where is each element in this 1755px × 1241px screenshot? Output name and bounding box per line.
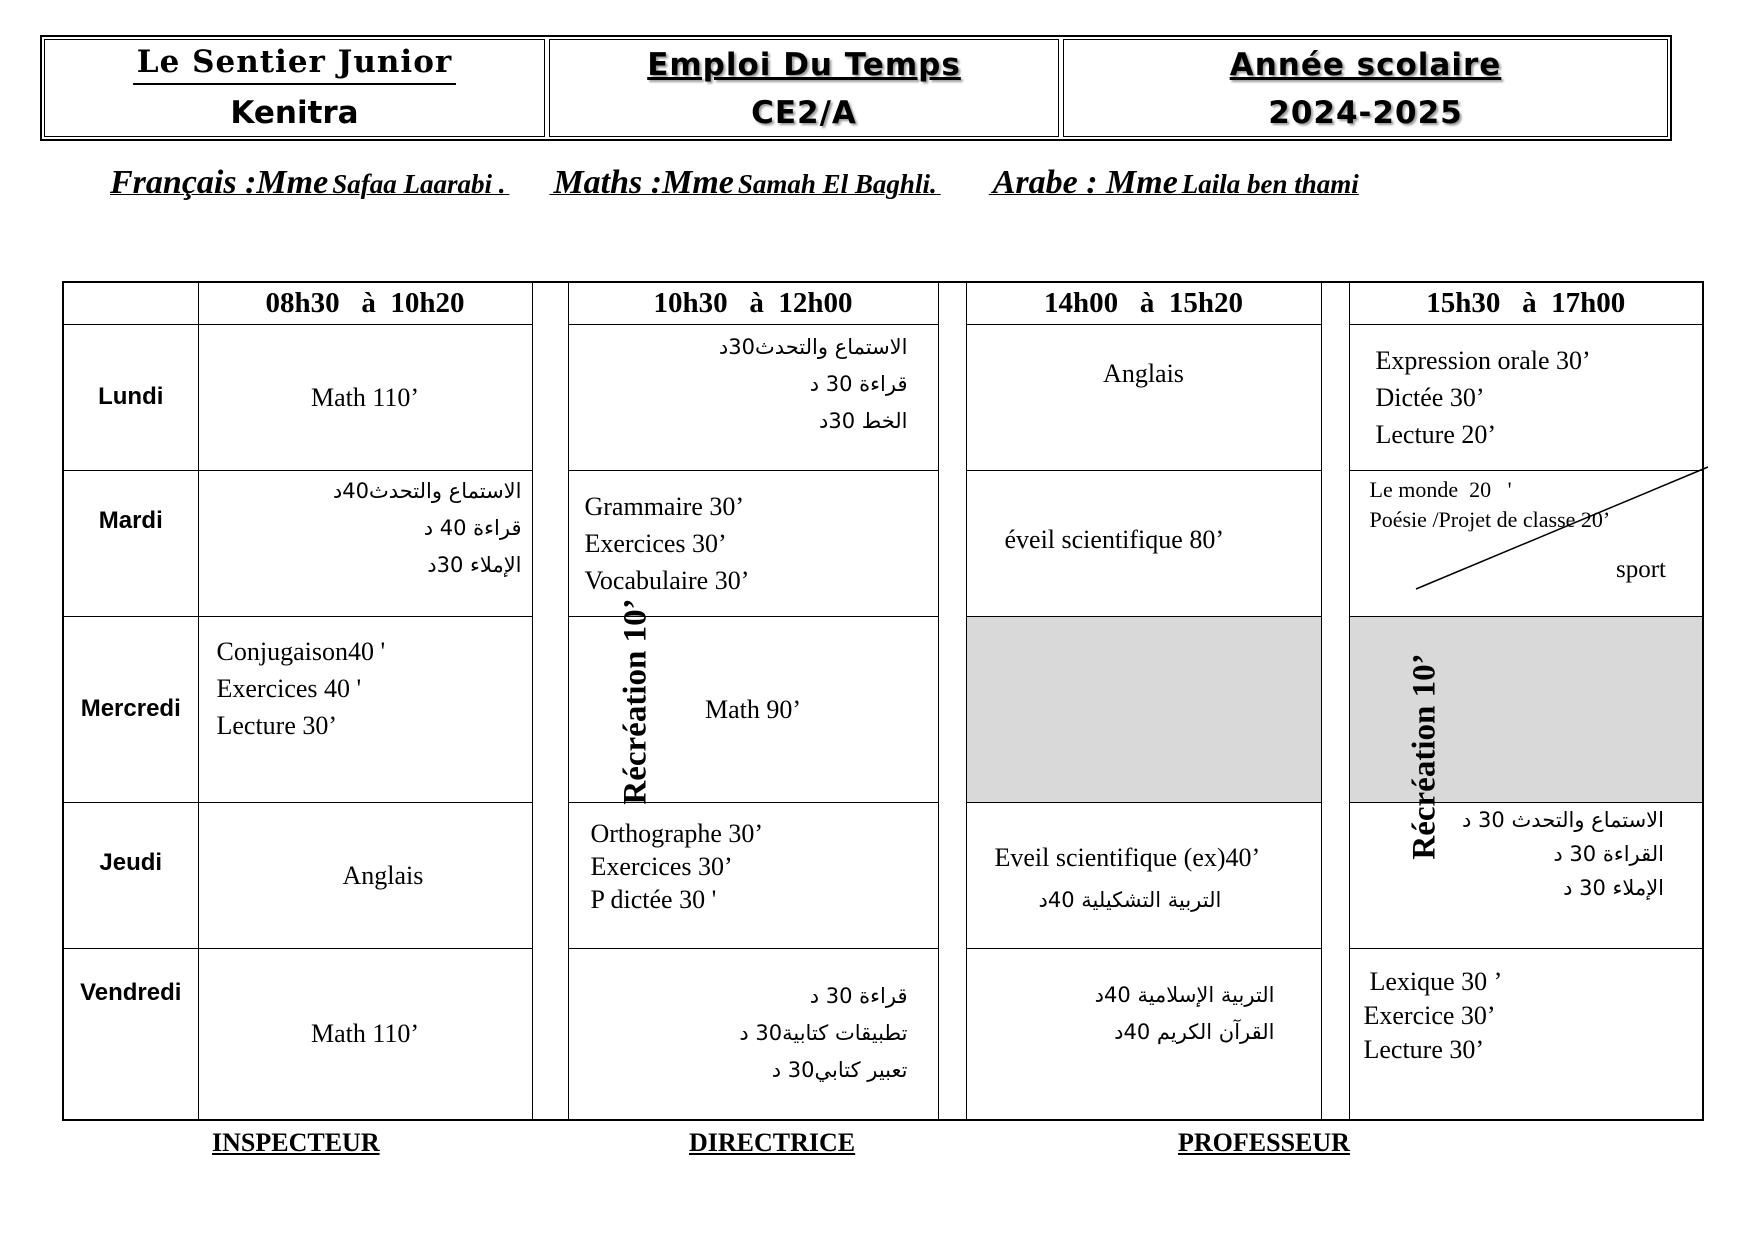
- vendredi-slot3-line2: القرآن الكريم 40د: [1114, 1019, 1275, 1044]
- mardi-slot4-line2: Poésie /Projet de classe 20’: [1369, 506, 1611, 532]
- mardi-slot1-line2: قراءة 40 د: [423, 515, 522, 540]
- lundi-slot4-line1: Expression orale 30’: [1375, 345, 1591, 375]
- mardi-slot4-line1: Le monde 20 ': [1369, 476, 1512, 502]
- teacher-label-arabe: Arabe : Mme: [992, 164, 1178, 201]
- year-label: Année scolaire: [1229, 47, 1502, 83]
- class-name: CE2/A: [751, 95, 857, 131]
- mercredi-slot1-line1: Conjugaison40 ': [216, 636, 386, 666]
- mardi-slot1: [198, 470, 532, 616]
- mardi-slot4-extra: sport: [1616, 555, 1666, 583]
- jeudi-slot2-line3: P dictée 30 ': [590, 884, 717, 914]
- jeudi-slot2-line2: Exercices 30’: [590, 851, 733, 881]
- lunch-gap-column: [938, 282, 966, 1120]
- school-cell: [44, 39, 545, 137]
- mardi-slot2-line1: Grammaire 30’: [584, 491, 745, 521]
- signature-inspecteur: INSPECTEUR: [212, 1128, 380, 1157]
- jeudi-slot4-line3: الإملاء 30 د: [1563, 875, 1664, 900]
- row-lundi: [63, 324, 1703, 470]
- mardi-slot2-line3: Vocabulaire 30’: [584, 565, 750, 595]
- mercredi-slot3-empty: [966, 616, 1321, 802]
- school-city: Kenitra: [230, 95, 359, 131]
- mardi-slot2-line2: Exercices 30’: [584, 528, 727, 558]
- vendredi-slot2: [568, 948, 938, 1120]
- vendredi-slot4-line2: Exercice 30’: [1363, 1000, 1496, 1030]
- signature-professeur: PROFESSEUR: [1178, 1128, 1350, 1157]
- recess-label-afternoon: Récréation 10’: [1406, 652, 1443, 860]
- row-mercredi: [63, 616, 1703, 802]
- jeudi-slot3-arabic: التربية التشكيلية 40د: [1038, 887, 1222, 912]
- vendredi-slot2-line2: تطبيقات كتابية30 د: [739, 1021, 908, 1046]
- vendredi-slot2-line1: قراءة 30 د: [809, 984, 908, 1009]
- day-jeudi: Jeudi: [63, 802, 198, 948]
- teachers-line: [110, 164, 1570, 202]
- row-mardi: [63, 470, 1703, 616]
- lundi-slot1: [198, 324, 532, 470]
- row-jeudi: [63, 802, 1703, 948]
- school-year: 2024-2025: [1268, 95, 1463, 131]
- mercredi-slot1: [198, 616, 532, 802]
- vendredi-slot4-line1: Lexique 30 ’: [1369, 966, 1503, 996]
- jeudi-slot2-line1: Orthographe 30’: [590, 818, 764, 848]
- header-row: [63, 282, 1703, 324]
- year-cell: [1063, 39, 1668, 137]
- recess-label-morning: Récréation 10’: [617, 597, 654, 805]
- mercredi-slot1-line2: Exercices 40 ': [216, 673, 362, 703]
- jeudi-slot4: [1349, 802, 1703, 948]
- teacher-name-francais: Safaa Laarabi .: [332, 169, 506, 199]
- mercredi-slot4-empty: [1349, 616, 1703, 802]
- title-cell: [549, 39, 1059, 137]
- lundi-slot4-line2: Dictée 30’: [1375, 382, 1485, 412]
- vendredi-slot4-line3: Lecture 30’: [1363, 1034, 1485, 1064]
- mardi-slot3: [966, 470, 1321, 616]
- signature-directrice: DIRECTRICE: [689, 1128, 856, 1157]
- row-vendredi: [63, 948, 1703, 1120]
- mercredi-slot2-text: Math 90’: [704, 694, 802, 724]
- vendredi-slot3-line1: التربية الإسلامية 40د: [1094, 982, 1275, 1007]
- jeudi-slot1: [198, 802, 532, 948]
- slot-header-3: 14h00 à 15h20: [966, 282, 1321, 324]
- mardi-slot1-line3: الإملاء 30د: [427, 552, 522, 577]
- vendredi-slot2-line3: تعبير كتابي30 د: [771, 1058, 908, 1083]
- header-box: [40, 35, 1672, 141]
- timetable: [62, 281, 1704, 1121]
- day-lundi: Lundi: [63, 324, 198, 470]
- jeudi-slot4-line2: القراءة 30 د: [1553, 841, 1664, 866]
- lundi-slot3: [966, 324, 1321, 470]
- teacher-label-maths: Maths :Mme: [553, 164, 734, 201]
- lundi-slot2-line2: قراءة 30 د: [809, 371, 908, 396]
- slot-header-4: 15h30 à 17h00: [1349, 282, 1703, 324]
- jeudi-slot2: [568, 802, 938, 948]
- teacher-label-francais: Français :Mme: [110, 164, 329, 201]
- lundi-slot3-text: Anglais: [1103, 358, 1184, 388]
- vendredi-slot4: [1349, 948, 1703, 1120]
- teacher-name-arabe: Laila ben thami: [1181, 169, 1359, 199]
- day-mercredi: Mercredi: [63, 616, 198, 802]
- diagonal-strike-line: [1350, 471, 1704, 617]
- jeudi-slot1-text: Anglais: [342, 860, 424, 890]
- lundi-slot4-line3: Lecture 20’: [1375, 419, 1497, 449]
- lundi-slot2-line1: الاستماع والتحدث30د: [718, 334, 908, 359]
- vendredi-slot1: [198, 948, 532, 1120]
- mardi-slot3-text: éveil scientifique 80’: [1004, 524, 1224, 554]
- jeudi-slot3: [966, 802, 1321, 948]
- day-vendredi: Vendredi: [63, 948, 198, 1120]
- vendredi-slot1-text: Math 110’: [310, 1019, 420, 1049]
- lundi-slot1-text: Math 110’: [310, 382, 420, 412]
- jeudi-slot3-text: Eveil scientifique (ex)40’: [994, 842, 1261, 872]
- vendredi-slot3: [966, 948, 1321, 1120]
- corner-cell: [63, 282, 198, 324]
- lundi-slot2-line3: الخط 30د: [819, 408, 908, 433]
- teacher-name-maths: Samah El Baghli.: [737, 169, 937, 199]
- mercredi-slot1-line3: Lecture 30’: [216, 710, 338, 740]
- school-name: Le Sentier Junior: [133, 45, 456, 85]
- mardi-slot4: [1349, 470, 1703, 616]
- mardi-slot2: [568, 470, 938, 616]
- page-title: Emploi Du Temps: [647, 47, 961, 83]
- slot-header-1: 08h30 à 10h20: [198, 282, 532, 324]
- day-mardi: Mardi: [63, 470, 198, 616]
- lundi-slot2: [568, 324, 938, 470]
- jeudi-slot4-line1: الاستماع والتحدث 30 د: [1462, 807, 1664, 832]
- mardi-slot1-line1: الاستماع والتحدث40د: [332, 478, 522, 503]
- slot-header-2: 10h30 à 12h00: [568, 282, 938, 324]
- lundi-slot4: [1349, 324, 1703, 470]
